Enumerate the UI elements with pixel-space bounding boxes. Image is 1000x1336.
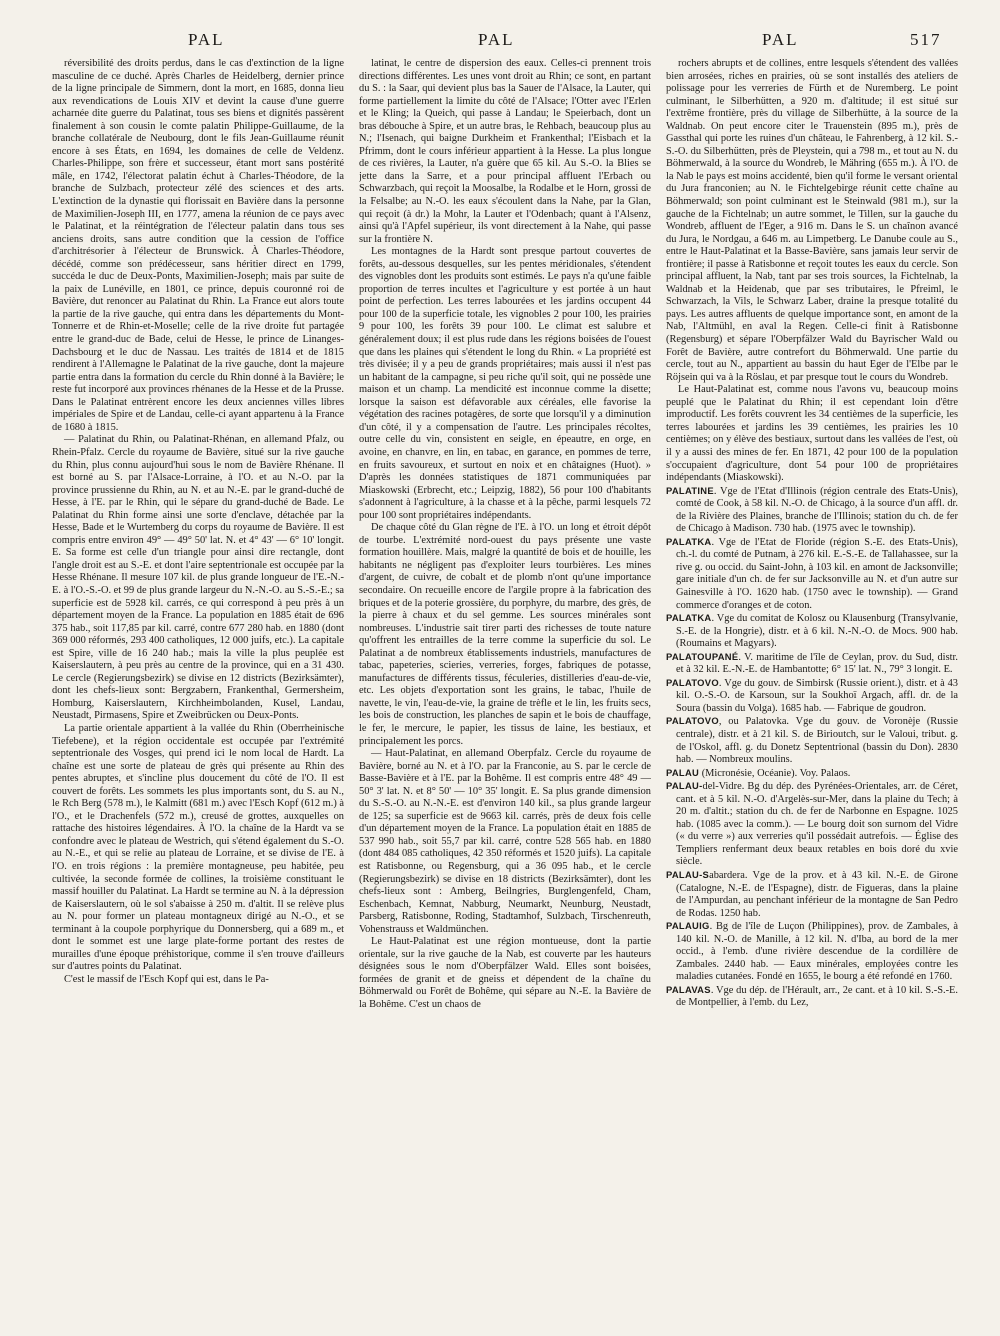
running-head	[0, 30, 1000, 56]
header-center: PAL	[478, 30, 515, 49]
entry-headword: PALAU	[666, 766, 700, 778]
paragraph: Le Haut-Palatinat est, comme nous l'avons vu, beaucoup moins peuplé que le Palatinat du Rhin; il est cependant loin d'être improductif. Les forêts couvrent les 34 centièmes de la superficie, les terres labourées et jardins les 39 centièmes, les prairies les 10 centièmes; on y élève des bestiaux, surtout dans les vallées de l'est, où il y a aussi des mines de fer. En 1871, 42 pour 100 de la population s'occupaient d'agriculture, dont 54 pour 100 de propriétaires indépendants (Miaskowski).	[666, 384, 958, 484]
entry-headword: PALAU-	[666, 780, 703, 792]
dictionary-entry: PALATKA. Vge de l'Etat de Floride (région S.-E. des Etats-Unis), ch.-l. du comté de Putnam, à 276 kil. E.-S.-E. de Tallahassee, sur la rive g. ou occid. du Saint-John, à 103 kil. en amont de Jacksonville; gare initiale d'un ch. de fer sur Jacksonville au N. et d'un autre sur Gainesville à l'O. 1620 hab. (1750 avec le township). — Grand commerce d'oranges et de coton.	[666, 535, 958, 611]
paragraph: latinat, le centre de dispersion des eaux. Celles-ci prennent trois directions différentes. Les unes vont droit au Rhin; ce sont, en partant du S. : la Saar, qui devient plus bas la Sauer de l'Alsace, la Lauter, qui forme partiellement la limite du côté de l'Alsace; l'Otter avec l'Erlen et le Kling; la Queich, qui passe à Landau; le Speierbach, dont un bras débouche à Spire, et un autre bras, le Rehbach, beaucoup plus au N.; l'Isenach, qui baigne Durkheim et Frankenthal; l'Eisbach et la Pfrimm, dont le cours inférieur appartient à la Hesse. La plus longue de ces rivières, la Lauter, n'a guère que 65 kil. Au S.-O. la Blies se jette dans la Sarre, et a pour principal affluent l'Erbach ou Schwarzbach, qui reçoit la Moosalbe, la Rodalbe et le Horn, grossi de la Felsalbe; au N.-O. les eaux s'écoulent dans la Nahe, par la Glan, qui reçoit (à dr.) la Mohr, la Lauter et l'Odenbach; quant à l'Alsenz, ainsi qu'à l'Apfel supérieur, ils vont directement à la Nahe, qui passe sur la frontière N.	[359, 58, 651, 245]
paragraph: — Haut-Palatinat, en allemand Oberpfalz. Cercle du royaume de Bavière, borné au N. et à l'O. par la Franconie, au S. par le cercle de Basse-Bavière et à l'E. par la Bohême. Il est compris entre 48° 49 — 50° 3' lat. N. et 8° 50' — 10° 35' longit. E. Sa plus grande dimension du S.-S.-O. au N.-N.-E. est d'environ 140 kil., sa plus grande largeur de 125; sa superficie est de 9663 kil. carrés, près de deux fois celle d'un département moyen de la France. La population était en 1885 de 537 990 hab., soit 55,7 par kil. carré, contre 528 565 hab. en 1880 (dont 484 085 catholiques, 42 350 réformés et 1520 juifs). La capitale est Ratisbonne, ou Regensburg, qui a 36 095 hab., et le cercle (Regierungsbezirk) se divise en 18 districts (Bezirksämter), dont les chefs-lieux sont : Amberg, Beilngries, Burglengenfeld, Cham, Eschenbach, Kemnat, Nabburg, Neumarkt, Neunburg, Neustadt, Parsberg, Ratisbonne, Roding, Stadtamhof, Sulzbach, Tirschenreuth, Vohenstrauss et Waldmünchen.	[359, 748, 651, 935]
text-columns	[52, 58, 958, 1320]
dictionary-entry: PALAUIG. Bg de l'île de Luçon (Philippines), prov. de Zambales, à 140 kil. N.-O. de Manille, à 12 kil. N. d'Iba, au bord de la mer occid., à l'emb. d'une rivière descendue de la cordillère de Zambales. 2440 hab. — Eaux minérales, employées contre les maladies cutanées. Fondé en 1655, le bourg a été refondé en 1760.	[666, 920, 958, 983]
entry-headword: PALAVAS	[666, 983, 711, 995]
dictionary-entry: PALATKA. Vge du comitat de Kolosz ou Klausenburg (Transylvanie, S.-E. de la Hongrie), distr. et à 6 kil. N.-N.-O. de Mocs. 900 hab. (Roumains et Magyars).	[666, 612, 958, 650]
paragraph: — Palatinat du Rhin, ou Palatinat-Rhénan, en allemand Pfalz, ou Rhein-Pfalz. Cercle du royaume de Bavière, situé sur la rive gauche du Rhin, plus connu aujourd'hui sous le nom de Bavière Rhénane. Il est borné au S. par l'Alsace-Lorraine, à l'O. et au N.-O. par la province prussienne du Rhin, au N. et au N.-E. par le grand-duché de Hesse, à l'E. par le Rhin, qui le sépare du grand-duché de Bade. Le Palatinat du Rhin forme ainsi une sorte d'enclave, détachée par la Hesse, Bade et le Wurtemberg du corps du royaume de Bavière. Il est compris entre environ 49° — 49° 50' lat. N. et 4° 43' — 6° 10' longit. E. Sa forme est celle d'un triangle pour ainsi dire rectangle, dont l'angle droit est au S.-E. et dont l'aire septentrionale est occupée par la Hesse Rhénane. Il mesure 107 kil. de plus grande longueur de l'E.-N.-E. à l'O.-S.-O. et 99 de plus grande largeur du N.-N.-O. au S.-S.-E.; sa superficie est de 5928 kil. carrés, ce qui correspond à peu près à un département moyen de la France. La population en 1885 était de 696 375 hab., soit 117,85 par kil. carré, contre 677 280 hab. en 1880 (dont 369 000 réformés, 293 400 catholiques, 12 000 juifs, etc.). La capitale est Spire, ville de 16 240 hab.; mais la ville la plus peuplée est Kaiserslautern, à peu près au centre de la province, qui en a 31 430. Le cercle (Regierungsbezirk) se divise en 12 districts (Bezirksämter), dont les chefs-lieux sont: Bergzabern, Frankenthal, Germersheim, Homburg, Kaiserslautern, Kirchheimbolanden, Kusel, Landau, Neustadt, Pirmasens, Spire et Zweibrücken ou Deux-Ponts.	[52, 434, 344, 722]
dictionary-entry: PALAU-Sabardera. Vge de la prov. et à 43 kil. N.-E. de Girone (Catalogne, N.-E. de l'Espagne), distr. de Figueras, dans la plaine de l'Ampurdan, au penchant inférieur de la montagne de San Pedro de Rodas. 1250 hab.	[666, 869, 958, 919]
entry-headword: PALAUIG	[666, 920, 710, 932]
paragraph: C'est le massif de l'Esch Kopf qui est, dans le Pa-	[64, 973, 269, 985]
paragraph: rochers abrupts et de collines, entre lesquels s'étendent des vallées bien arrosées, riches en prairies, où se sont installés des ateliers de polissage pour les verreries de Fürth et de Nuremberg. Le point culminant, le Silberhütten, a 920 m. d'altitude; il est situé sur l'extrême frontière, près du village de Silberhütte, à la source de la Waldnab. On peut encore citer le Trauenstein (895 m.), près de Gassthal qui porte les ruines d'un château, le Fahrenberg, à 12 kil. S.-S.-O. du Silberhütten, près de Pleystein, qui a 798 m., et tout au N. du Böhmerwald, à la source du Wondreb, le Mähring (655 m.). À l'O. de la Nab le pays est moins accidenté, bien qu'il forme le versant oriental du Jura franconien; au N. le Fichtelgebirge réunit cette chaîne au Böhmerwald; son point culminant est le Steinwald (981 m.), sur la gauche de la Fichtelnab; un autre sommet, le Tillen, sur la gauche du Wondreb, affluent de l'Eger, a 916 m. Dans le S. un chaînon avancé du Jura, le Nordgau, a 646 m. au Limpetberg. Le Danube coule au S., entre le Haut-Palatinat et la Basse-Bavière, sans jamais leur servir de frontière; il passe à Ratisbonne et reçoit toutes les eaux du cercle. Son principal affluent, la Nab, tant par ses trois sources, la Fichtelnab, la Waldnab et la Heidenab, que par ses tributaires, le Pfreiml, le Schwarzach, la Vils, le Schwarz Laber, draine la presque totalité du pays. Les autres affluents de quelque importance sont, en amont de la Nab, l'Altmühl, en aval la Regen. Celle-ci finit à Ratisbonne (Regensburg) et sépare l'Oberpfälzer Wald du Bayrischer Wald ou Forêt de Bavière, autre contrefort du Böhmerwald. Une partie du cercle, tout au N., appartient au bassin du haut Eger de l'Elbe par le Röjsein qui va à la Röslau, et par presque tout le cours du Wondreb.	[666, 58, 958, 383]
entry-headword: PALATOVO	[666, 715, 719, 727]
page-number: 517	[910, 30, 942, 49]
header-left: PAL	[188, 30, 225, 49]
paragraph: réversibilité des droits perdus, dans le cas d'extinction de la ligne masculine de ce duché. Après Charles de Heidelberg, dernier prince de la ligne principale de Simmern, dont la mort, en 1685, donna lieu aux revendications de Louis XIV et devint la cause d'une guerre acharnée dite guerre du Palatinat, tous ses biens et dignités passèrent finalement à son cousin le comte palatin Philippe-Guillaume, de la branche collatérale de Neubourg, dont le fils Jean-Guillaume réunit encore à ses États, en 1694, les domaines de celle de Veldenz. Charles-Philippe, son frère et successeur, étant mort sans postérité mâle, en 1742, l'électorat palatin échut à Charles-Théodore, de la branche de Sulzbach, protecteur zélé des sciences et des arts. L'extinction de la dynastie qui florissait en Bavière dans la personne de Maximilien-Joseph III, en 1777, amena la réunion de ce pays avec le Palatinat, et la réintégration de l'électeur palatin dans tous ses anciens droits, sans autre condition que la cession de l'office d'architrésorier à l'électeur de Brunswick. À Charles-Théodore, décédé, comme son prédécesseur, sans héritier direct en 1799, succéda le duc de Deux-Ponts, Maximilien-Joseph; mais par suite de la paix de Lunéville, en 1801, ce prince, depuis couronné roi de Bavière, dut renoncer au Palatinat du Rhin. La France eut alors toute la partie de la rive gauche, qui entra dans les départements du Mont-Tonnerre et de Rhin-et-Moselle; celle de la rive droite fut partagée entre le grand-duc de Bade, celui de Hesse, le prince de Linanges-Dachsbourg et le duc de Nassau. Les traités de 1814 et de 1815 rendirent à l'Allemagne le Palatinat de la rive gauche, dont la majeure partie entra dans la formation du cercle du Rhin donné à la Bavière; le reste fut incorporé aux provinces rhénanes de la Hesse et de la Prusse. Dans le Palatinat entrèrent encore les deux anciennes villes libres impériales de Spire et de Landau, celle-ci ayant appartenu à la France de 1680 à 1815.	[52, 58, 344, 433]
column-right	[666, 58, 958, 1320]
dictionary-entry: PALAU (Micronésie, Océanie). Voy. Palaos.	[666, 766, 851, 779]
column-left	[52, 58, 344, 1320]
entry-headword: PALATKA	[666, 535, 712, 547]
entry-headword: PALATINE	[666, 484, 714, 496]
dictionary-entry: PALATOUPANÉ. V. maritime de l'île de Ceylan, prov. du Sud, distr. et à 32 kil. E.-N.-E. de Hambantotte; 6° 15' lat. N., 79° 3 longit. E.	[666, 650, 958, 676]
header-right: PAL	[762, 30, 799, 49]
dictionary-entry: PALAU-del-Vidre. Bg du dép. des Pyrénées-Orientales, arr. de Céret, cant. et à 5 kil. N.-O. d'Argelès-sur-Mer, dans la plaine du Tech; à 20 m. d'altit.; station du ch. de fer de Narbonne en Espagne. 1025 hab. (1085 avec la comm.). — Le bourg doit son surnom del Vidre (« du verre ») aux verreries qu'il possédait autrefois. — Église des Templiers renfermant deux beaux retables en bois doré du xvie siècle.	[666, 780, 958, 868]
paragraph: La partie orientale appartient à la vallée du Rhin (Oberrheinische Tiefebene), et la région occidentale est occupée par l'extrémité septentrionale des Vosges, qui prend ici le nom local de Hardt. La chaîne est une sorte de plateau de grès qui présente au Rhin des pentes abruptes, et s'incline plus doucement du côté de l'O. Il est couvert de forêts. Les sommets les plus importants sont, du S. au N., le Rch Berg (578 m.), le Kalmitt (681 m.) avec l'Esch Kopf (612 m.) à l'O., et le Drachenfels (572 m.), creusé de grottes, auxquelles on rattache des histoires légendaires. À l'O. la chaîne de la Hardt va se confondre avec le plateau de Westrich, qui s'étend également du S.-O. au N.-E., et qui se relie au plateau de Lorraine, et se divise de l'E. à l'O. en trois régions : la première montagneuse, peu habitée, peu cultivée, la seconde formée de collines, la troisième constituant le massif houiller du Palatinat. La Hardt se termine au N. à la dépression de Kaiserslautern, où le sol s'abaisse à 250 m. d'altit. Il se relève plus au N. pour former un plateau montagneux dirigé au N.-O., et se terminant à la coupole porphyrique du Donnersberg, qui a 689 m., et dont le sommet est une large plate-forme portant des restes de murailles d'une époque préhistorique, comme il s'en trouve d'ailleurs sur d'autres points du Palatinat.	[52, 722, 344, 973]
dictionary-entry: PALATOVO, ou Palatovka. Vge du gouv. de Voronèje (Russie centrale), distr. et à 21 kil. S. de Birioutch, sur le Valoui, tribut. g. de l'Oskol, affl. g. du Donetz Septentrional (bassin du Don). 2830 hab. — Nombreux moulins.	[666, 715, 958, 766]
column-middle	[359, 58, 651, 1320]
paragraph: De chaque côté du Glan règne de l'E. à l'O. un long et étroit dépôt de tourbe. L'extrémité nord-ouest du pays présente une vaste formation houillère. Mais, malgré la quantité de bois et de houille, les habitants ne négligent pas d'exploiter leurs tourbières. Les mines d'argent, de cuivre, de cobalt et de plomb n'ont qu'une importance secondaire. On recueille encore de l'argile propre à la fabrication des briques et de la poterie grossière, du porphyre, du marbre, des grès, de la pierre à chaux et du sel gemme. Les sources minérales sont nombreuses. L'industrie sait tirer parti des richesses de toute nature qu'offrent les entrailles de la terre comme la superficie du sol. Le Palatinat a de nombreux établissements industriels, manufactures de tabac, papeteries, scieries, verreries, forges, fabriques de potasse, manufactures de différents tissus, féculeries, distilleries d'eau-de-vie, etc. Les objets d'exportation sont les grains, le tabac, l'huile de navette, le vin, l'eau-de-vie, la graine de trèfle et le lin, les fruits secs, les bois de construction, les planches de sapin et le bois de chauffage, le fer, le mercure, le papier, les tissus de laine, les bestiaux, et principalement les porcs.	[359, 522, 651, 747]
dictionary-entry: PALATOVO. Vge du gouv. de Simbirsk (Russie orient.), distr. et à 43 kil. O.-S.-O. de Karsoun, sur la Soukhoï Argach, affl. dr. de la Soura (bassin du Volga). 1685 hab. — Fabrique de goudron.	[666, 676, 958, 714]
entry-headword: PALATOUPANÉ	[666, 650, 739, 662]
entry-headword: PALATKA	[666, 612, 712, 624]
paragraph: Le Haut-Palatinat est une région montueuse, dont la partie orientale, sur la rive gauche de la Nab, est couverte par les hauteurs désignées sous le nom d'Oberpfälzer Wald. Elles sont boisées, formées de granit et de gneiss et dépendent de la chaîne du Böhmerwald ou Forêt de Bohême, qui sépare au N.-E. la Bavière de la Bohême. C'est un chaos de	[359, 936, 651, 1011]
dictionary-entry: PALATINE. Vge de l'Etat d'Illinois (région centrale des Etats-Unis), comté de Cook, à 58 kil. N.-O. de Chicago, à la source d'un affl. dr. de la Rivière des Plaines, branche de l'Illinois; station du ch. de fer de Chicago à Madison. 730 hab. (1975 avec le township).	[666, 484, 958, 535]
dictionary-entry: PALAVAS. Vge du dép. de l'Hérault, arr., 2e cant. et à 10 kil. S.-S.-E. de Montpellier, à l'emb. du Lez,	[666, 983, 958, 1009]
entry-headword: PALATOVO	[666, 676, 719, 688]
paragraph: Les montagnes de la Hardt sont presque partout couvertes de forêts, au-dessous desquelles, sur les pentes méridionales, s'étendent des vignobles dont les produits sont estimés. Le pays n'a qu'une faible proportion de terres incultes et l'agriculture y est portée à un haut point de perfection. Les terres labourées et les jardins occupent 44 pour 100 de la superficie totale, les vignobles 2 pour 100, les prairies 9 pour 100, les forêts 39 pour 100. Le climat est salubre et généralement doux; il est plus rude dans les régions boisées de l'ouest que dans les plaines qui s'étendent le long du Rhin. « La propriété est très divisée; il y a peu de grands propriétaires; mais aussi il n'est pas un habitant de la campagne, si peu riche qu'il soit, qui ne possède une maison et un champ. La mendicité est inconnue comme la disette; lorsque la saison est défavorable aux céréales, elle favorise la végétation des racines potagères, de sorte que lorsqu'il y a diminution d'un côté, il y a compensation de l'autre. Les principales récoltes, outre celle du vin, consistent en seigle, en épeautre, en orge, en avoine, en chanvre, en lin, en tabac, en garance, en pommes de terre, en fruits savoureux, et surtout en noix et en châtaignes (Huot). » D'après les données statistiques de 1871 communiquées par Miaskowski (Erbrecht, etc.; Leipzig, 1882), 56 pour 100 d'habitants s'adonnent à l'agriculture, à la chasse et à la pêche, parmi lesquels 72 pour 100 sont propriétaires indépendants.	[359, 246, 651, 521]
entry-headword: PALAU-S	[666, 869, 710, 880]
